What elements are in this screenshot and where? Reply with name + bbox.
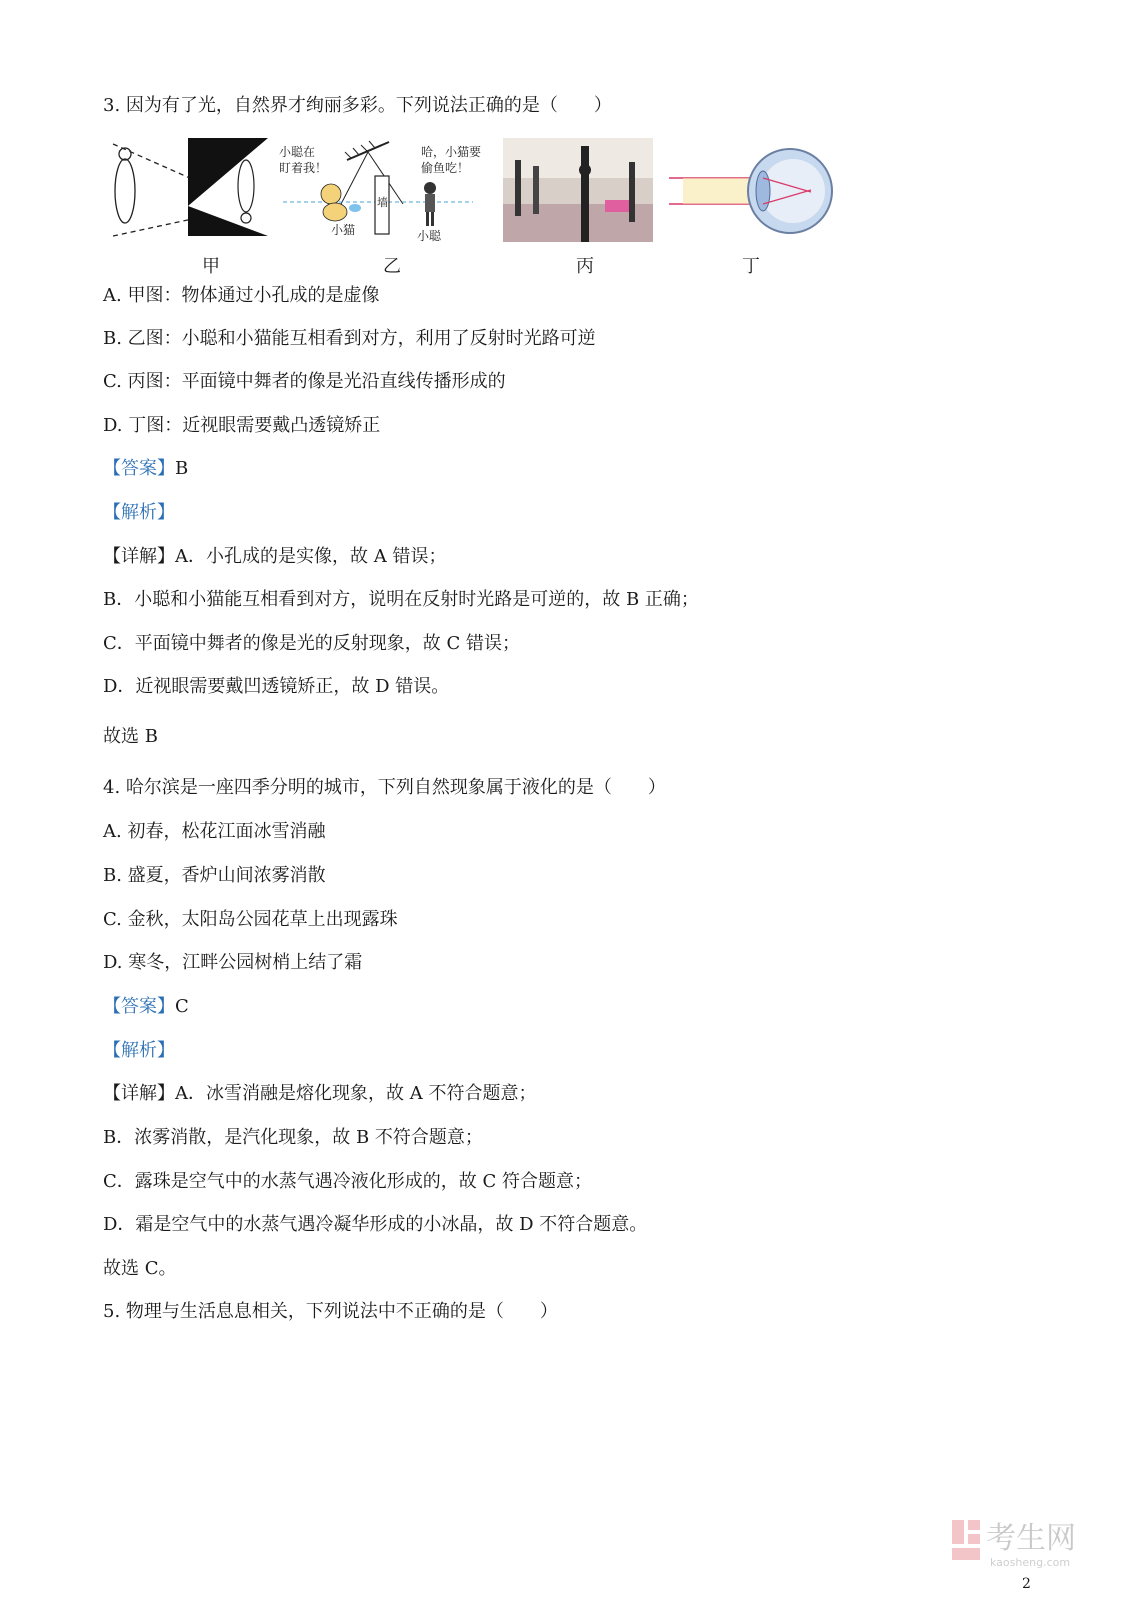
q3-conclusion: 故选 B [103, 726, 158, 747]
caption-bing: 丙 [576, 256, 594, 277]
answer-value: C [175, 996, 189, 1017]
cat-speech-1: 小聪在 [279, 145, 316, 159]
page-number: 2 [1022, 1576, 1031, 1592]
boy-speech-2: 偷鱼吃！ [421, 161, 470, 175]
q4-conclusion: 故选 C。 [103, 1258, 177, 1279]
answer-tag: 【答案】 [103, 996, 175, 1017]
q4-detail-2: B．浓雾消散，是汽化现象，故 B 不符合题意； [103, 1127, 483, 1148]
boy-label: 小聪 [417, 229, 442, 243]
fig-ding [669, 149, 832, 233]
detail-tag: 【详解】 [103, 1083, 175, 1104]
cat-speech-2: 盯着我！ [279, 161, 328, 175]
q5-stem: 5. 物理与生活息息相关，下列说法中不正确的是（ ） [103, 1301, 558, 1322]
q3-detail-3: C．平面镜中舞者的像是光的反射现象，故 C 错误； [103, 633, 520, 654]
cat-label: 小猫 [331, 223, 356, 237]
answer-value: B [175, 458, 189, 479]
watermark-cn: 考生网 [986, 1521, 1076, 1556]
q3-option-b: B. 乙图：小聪和小猫能互相看到对方，利用了反射时光路可逆 [103, 328, 596, 349]
q4-option-a: A. 初春，松花江面冰雪消融 [103, 821, 326, 842]
q3-option-a: A. 甲图：物体通过小孔成的是虚像 [103, 285, 380, 306]
q4-option-b: B. 盛夏，香炉山间浓雾消散 [103, 865, 326, 886]
fig-bing [503, 138, 653, 242]
answer-tag: 【答案】 [103, 458, 175, 479]
q4-detail-3: C．露珠是空气中的水蒸气遇冷液化形成的，故 C 符合题意； [103, 1171, 592, 1192]
q4-stem: 4. 哈尔滨是一座四季分明的城市，下列自然现象属于液化的是（ ） [103, 777, 666, 798]
detail-tag: 【详解】 [103, 546, 175, 567]
fig-yi [279, 141, 481, 243]
q3-analysis-tag: 【解析】 [103, 502, 175, 523]
q3-answer [103, 457, 188, 481]
q4-answer [103, 995, 189, 1019]
q4-detail-4: D．霜是空气中的水蒸气遇冷凝华形成的小冰晶，故 D 不符合题意。 [103, 1214, 648, 1235]
caption-yi: 乙 [383, 256, 401, 277]
q3-option-d: D. 丁图：近视眼需要戴凸透镜矫正 [103, 415, 381, 436]
wall-label: 墙 [377, 197, 388, 209]
watermark-logo [950, 1512, 1120, 1572]
q3-detail-1: 【详解】A．小孔成的是实像，故 A 错误； [103, 546, 447, 567]
fig-jia [113, 138, 268, 236]
q3-detail-4: D．近视眼需要戴凹透镜矫正，故 D 错误。 [103, 676, 450, 697]
caption-ding: 丁 [742, 256, 760, 277]
q4-option-c: C. 金秋，太阳岛公园花草上出现露珠 [103, 909, 398, 930]
q3-detail-2: B．小聪和小猫能互相看到对方，说明在反射时光路是可逆的，故 B 正确； [103, 589, 699, 610]
q4-analysis-tag: 【解析】 [103, 1040, 175, 1061]
q4-option-d: D. 寒冬，江畔公园树梢上结了霜 [103, 952, 363, 973]
boy-speech-1: 哈，小猫要 [421, 145, 482, 159]
watermark-en: kaosheng.com [990, 1556, 1071, 1569]
q3-option-c: C. 丙图：平面镜中舞者的像是光沿直线传播形成的 [103, 371, 506, 392]
q3-stem: 3. 因为有了光，自然界才绚丽多彩。下列说法正确的是（ ） [103, 95, 612, 116]
caption-jia: 甲 [202, 256, 220, 277]
q4-detail-1: 【详解】A．冰雪消融是熔化现象，故 A 不符合题意； [103, 1083, 537, 1104]
